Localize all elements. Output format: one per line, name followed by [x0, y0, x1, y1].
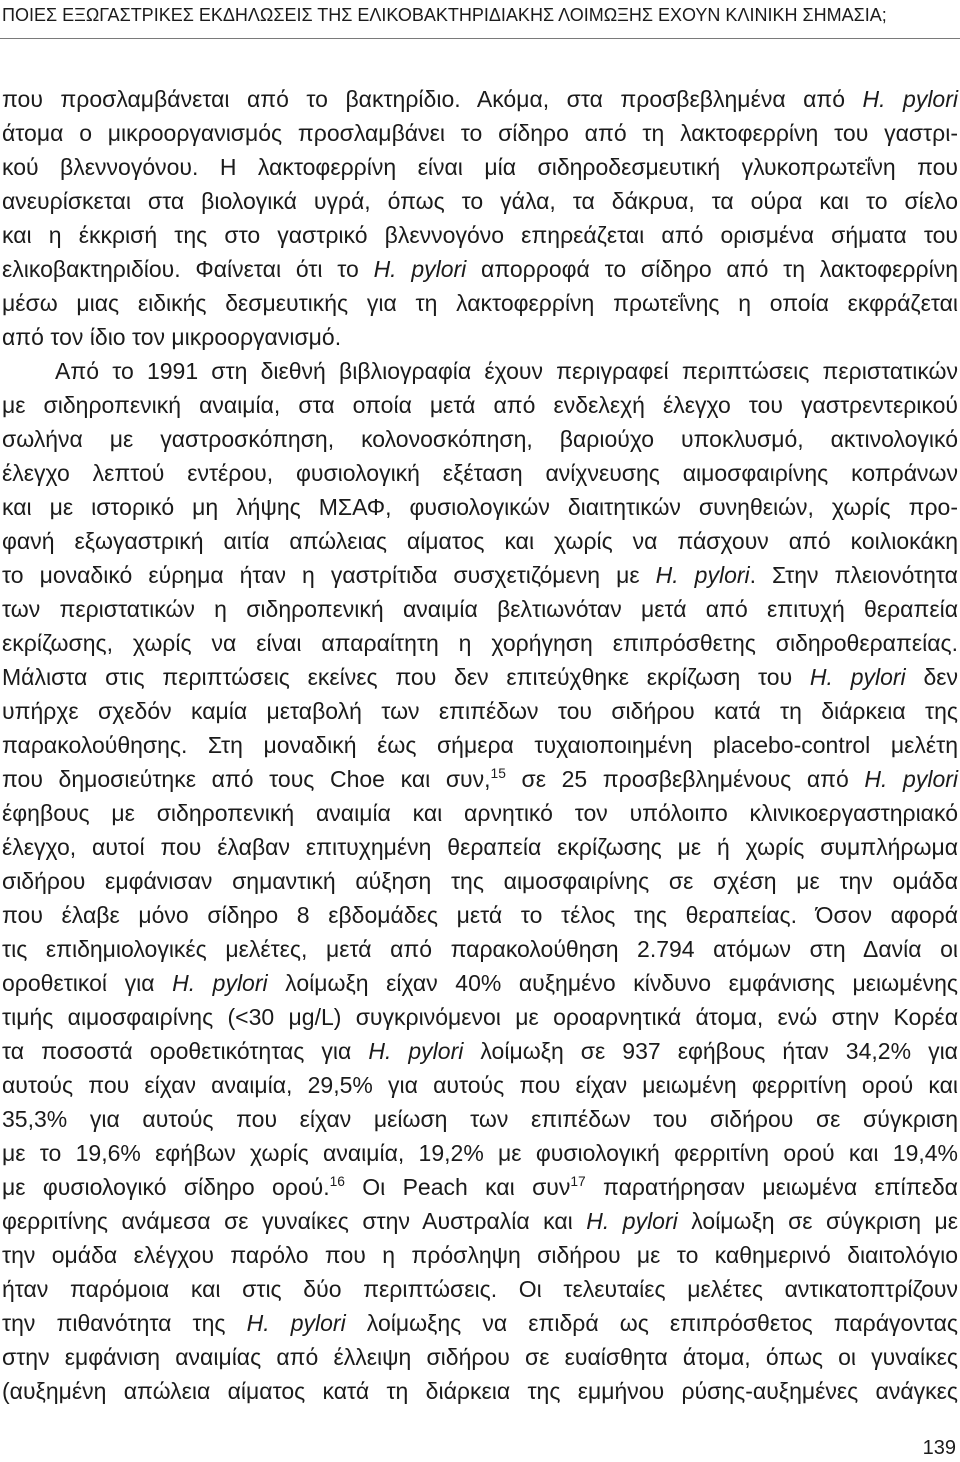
- text-line: [2, 1136, 958, 1170]
- text-line: [2, 558, 958, 592]
- text-line: [2, 1238, 958, 1272]
- text-run: φανή εξωγαστρική αιτία απώλειας αίματος και χωρίς να πάσχουν από κοιλιοκάκη: [2, 528, 958, 554]
- text-run: σωλήνα με γαστροσκόπηση, κολονοσκόπηση, βαριούχο υποκλυσμό, ακτινολογικό: [2, 426, 958, 452]
- text-run: παρατήρησαν μειωμένα επίπεδα: [585, 1174, 958, 1200]
- text-run: έλεγχο, αυτοί που έλαβαν επιτυχημένη θεραπεία εκρίζωσης με ή χωρίς συμπλήρωμα: [2, 834, 958, 860]
- text-line: [2, 660, 958, 694]
- italic-term: H. pylori: [864, 766, 959, 792]
- text-run: δεν: [905, 664, 959, 690]
- text-run: που προσλαμβάνεται από το βακτηρίδιο. Ακόμα, στα προσβεβλημένα από: [2, 86, 863, 112]
- text-line: [2, 626, 958, 660]
- text-run: που δημοσιεύτηκε από τους Choe και συν,: [2, 766, 491, 792]
- text-line: [2, 116, 958, 150]
- text-run: κού βλεννογόνου. Η λακτοφερρίνη είναι μία σιδηροδεσμευτική γλυκοπρωτεΐνη που: [2, 154, 958, 180]
- text-line: [2, 932, 958, 966]
- text-line: [2, 320, 958, 354]
- text-run: μέσω μιας ειδικής δεσμευτικής για τη λακτοφερρίνη πρωτεΐνης η οποία εκφράζεται: [2, 290, 958, 316]
- text-run: 35,3% για αυτούς που είχαν μείωση των επιπέδων του σιδήρου σε σύγκριση: [2, 1106, 958, 1132]
- text-run: εκρίζωσης, χωρίς να είναι απαραίτητη η χορήγηση επιπρόσθετης σιδηροθεραπείας.: [2, 630, 958, 656]
- running-header-title: ΠΟΙΕΣ ΕΞΩΓΑΣΤΡΙΚΕΣ ΕΚΔΗΛΩΣΕΙΣ ΤΗΣ ΕΛΙΚΟΒΑΚΤΗΡΙΔΙΑΚΗΣ ΛΟΙΜΩΞΗΣ ΕΧΟΥΝ ΚΛΙΝΙΚΗ ΣΗΜΑΣΙΑ;: [2, 5, 887, 25]
- text-run: τις επιδημιολογικές μελέτες, μετά από παρακολούθηση 2.794 ατόμων στη Δανία οι: [2, 936, 958, 962]
- text-run: από τον ίδιο τον μικροοργανισμό.: [2, 324, 342, 350]
- text-line: [2, 1068, 958, 1102]
- header-rule: [0, 38, 960, 39]
- text-run: . Στην πλειονότητα: [749, 562, 958, 588]
- text-run: των περιστατικών η σιδηροπενική αναιμία βελτιωνόταν μετά από επιτυχή θεραπεία: [2, 596, 958, 622]
- text-run: ήταν παρόμοια και στις δύο περιπτώσεις. Οι τελευταίες μελέτες αντικατοπτρίζουν: [2, 1276, 958, 1302]
- text-run: την πιθανότητα της: [2, 1310, 247, 1336]
- text-run: στην εμφάνιση αναιμίας από έλλειψη σιδήρου σε ευαίσθητα άτομα, όπως οι γυναίκες: [2, 1344, 958, 1370]
- text-run: Μάλιστα στις περιπτώσεις εκείνες που δεν επιτεύχθηκε εκρίζωση του: [2, 664, 810, 690]
- citation-superscript: 17: [570, 1174, 586, 1190]
- text-run: παρακολούθησης. Στη μοναδική έως σήμερα τυχαιοποιημένη placebo-control μελέτη: [2, 732, 958, 758]
- text-line: [2, 1204, 958, 1238]
- text-run: που έλαβε μόνο σίδηρο 8 εβδομάδες μετά το τέλος της θεραπείας. Όσον αφορά: [2, 902, 958, 928]
- italic-term: H. pylori: [368, 1038, 464, 1064]
- body-text: [2, 82, 958, 1408]
- text-run: λοίμωξη σε 937 εφήβους ήταν 34,2% για: [463, 1038, 958, 1064]
- text-line: [2, 82, 958, 116]
- text-line: [2, 286, 958, 320]
- text-run: την ομάδα ελέγχου παρόλο που η πρόσληψη σιδήρου με το καθημερινό διαιτολόγιο: [2, 1242, 958, 1268]
- text-run: οροθετικοί για: [2, 970, 173, 996]
- text-run: ανευρίσκεται στα βιολογικά υγρά, όπως το γάλα, τα δάκρυα, τα ούρα και το σίελο: [2, 188, 958, 214]
- text-line: [2, 1340, 958, 1374]
- text-line: [2, 354, 958, 388]
- italic-term: H. pylori: [809, 664, 906, 690]
- italic-term: H. pylori: [373, 256, 467, 282]
- text-run: και με ιστορικό μη λήψης ΜΣΑΦ, φυσιολογικών διαιτητικών συνηθειών, χωρίς προ-: [2, 494, 958, 520]
- text-line: [2, 898, 958, 932]
- text-line: [2, 1102, 958, 1136]
- text-line: [2, 252, 958, 286]
- text-run: το μοναδικό εύρημα ήταν η γαστρίτιδα συσχετιζόμενη με: [2, 562, 656, 588]
- text-line: [2, 694, 958, 728]
- text-run: τιμής αιμοσφαιρίνης (<30 μg/L) συγκρινόμενοι με οροαρνητικά άτομα, ενώ στην Κορέα: [2, 1004, 958, 1030]
- text-run: φερριτίνης ανάμεσα σε γυναίκες στην Αυστραλία και: [2, 1208, 587, 1234]
- text-run: και η έκκρισή της στο γαστρικό βλεννογόνο επηρεάζεται από ορισμένα σήματα του: [2, 222, 958, 248]
- text-run: απορροφά το σίδηρο από τη λακτοφερρίνη: [466, 256, 959, 282]
- italic-term: H. pylori: [172, 970, 268, 996]
- text-run: έφηβους με σιδηροπενική αναιμία και αρνητικό τον υπόλοιπο κλινικοεργαστηριακό: [2, 800, 958, 826]
- text-run: (αυξημένη απώλεια αίματος κατά τη διάρκεια της εμμήνου ρύσης-αυξημένες ανάγκες: [2, 1378, 958, 1404]
- text-line: [2, 1374, 958, 1408]
- text-line: [2, 830, 958, 864]
- text-line: [2, 150, 958, 184]
- text-line: [2, 1000, 958, 1034]
- italic-term: H. pylori: [655, 562, 750, 588]
- text-line: [2, 1034, 958, 1068]
- text-run: με το 19,6% εφήβων χωρίς αναιμία, 19,2% με φυσιολογική φερριτίνη ορού και 19,4%: [2, 1140, 958, 1166]
- text-line: [2, 796, 958, 830]
- text-line: [2, 966, 958, 1000]
- citation-superscript: 15: [490, 766, 506, 782]
- text-run: Οι Peach και συν: [344, 1174, 571, 1200]
- text-line: [2, 1272, 958, 1306]
- text-run: με σιδηροπενική αναιμία, στα οποία μετά από ενδελεχή έλεγχο του γαστρεντερικού: [2, 392, 958, 418]
- text-line: [2, 1170, 958, 1204]
- text-line: [2, 592, 958, 626]
- paragraph: [2, 82, 958, 354]
- text-run: με φυσιολογικό σίδηρο ορού.: [2, 1174, 330, 1200]
- text-line: [2, 422, 958, 456]
- running-header: [2, 4, 942, 26]
- page-number: 139: [922, 1437, 956, 1459]
- text-line: [2, 524, 958, 558]
- text-run: Από το 1991 στη διεθνή βιβλιογραφία έχουν περιγραφεί περιπτώσεις περιστατικών: [55, 358, 958, 384]
- text-run: ελικοβακτηριδίου. Φαίνεται ότι το: [2, 256, 374, 282]
- text-run: άτομα ο μικροοργανισμός προσλαμβάνει το σίδηρο από τη λακτοφερρίνη του γαστρι-: [2, 120, 958, 146]
- text-run: λοίμωξη είχαν 40% αυξημένο κίνδυνο εμφάνισης μειωμένης: [267, 970, 958, 996]
- text-run: σιδήρου εμφάνισαν σημαντική αύξηση της αιμοσφαιρίνης σε σχέση με την ομάδα: [2, 868, 958, 894]
- text-line: [2, 728, 958, 762]
- text-line: [2, 490, 958, 524]
- text-line: [2, 762, 958, 796]
- paragraph: [2, 354, 958, 1408]
- text-run: αυτούς που είχαν αναιμία, 29,5% για αυτούς που είχαν μειωμένη φερριτίνη ορού και: [2, 1072, 958, 1098]
- italic-term: H. pylori: [246, 1310, 346, 1336]
- text-run: λοίμωξης να επιδρά ως επιπρόσθετος παράγοντας: [345, 1310, 958, 1336]
- text-line: [2, 184, 958, 218]
- text-line: [2, 218, 958, 252]
- text-run: σε 25 προσβεβλημένους από: [505, 766, 865, 792]
- text-line: [2, 388, 958, 422]
- italic-term: H. pylori: [862, 86, 958, 112]
- italic-term: H. pylori: [586, 1208, 678, 1234]
- text-run: λοίμωξη σε σύγκριση με: [677, 1208, 958, 1234]
- text-run: έλεγχο λεπτού εντέρου, φυσιολογική εξέταση ανίχνευσης αιμοσφαιρίνης κοπράνων: [2, 460, 958, 486]
- text-line: [2, 864, 958, 898]
- text-run: υπήρχε σχεδόν καμία μεταβολή των επιπέδων του σιδήρου κατά τη διάρκεια της: [2, 698, 958, 724]
- text-line: [2, 456, 958, 490]
- citation-superscript: 16: [329, 1174, 345, 1190]
- text-line: [2, 1306, 958, 1340]
- text-run: τα ποσοστά οροθετικότητας για: [2, 1038, 369, 1064]
